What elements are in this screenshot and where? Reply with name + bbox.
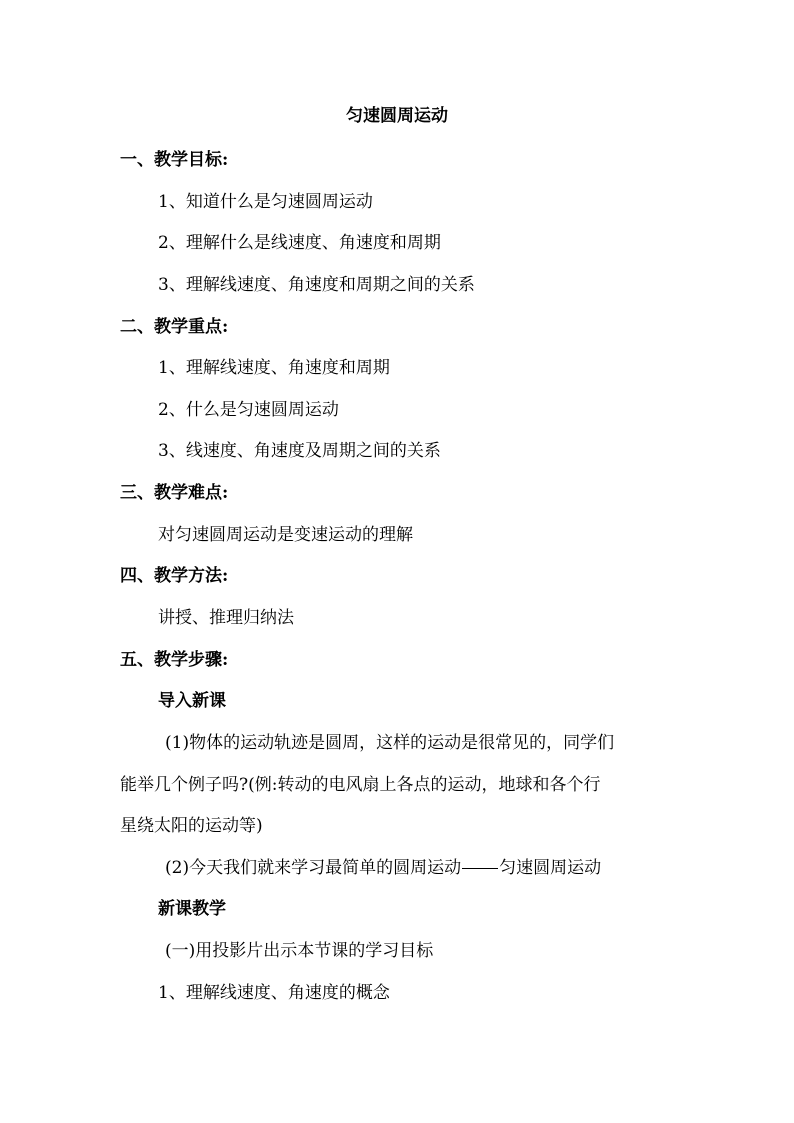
paragraph-3: (一)用投影片出示本节课的学习目标 <box>165 941 434 961</box>
section-heading-key-points: 二、教学重点: <box>120 317 229 337</box>
em-dash-rule <box>462 868 498 869</box>
methods-text: 讲授、推理归纳法 <box>158 608 294 628</box>
key-point-item-3: 3、线速度、角速度及周期之间的关系 <box>158 441 441 461</box>
paragraph-4: 1、理解线速度、角速度的概念 <box>158 983 390 1003</box>
section-heading-difficulties: 三、教学难点: <box>120 483 229 503</box>
section-heading-methods: 四、教学方法: <box>120 566 229 586</box>
difficulty-text: 对匀速圆周运动是变速运动的理解 <box>158 525 413 545</box>
page-title: 匀速圆周运动 <box>346 106 448 126</box>
key-point-item-1: 1、理解线速度、角速度和周期 <box>158 358 390 378</box>
objective-item-1: 1、知道什么是匀速圆周运动 <box>158 192 373 212</box>
subheading-new-lesson: 新课教学 <box>158 899 226 919</box>
paragraph-1-line-1: (1)物体的运动轨迹是圆周，这样的运动是很常见的，同学们 <box>165 733 615 753</box>
section-heading-steps: 五、教学步骤: <box>120 650 229 670</box>
objective-item-3: 3、理解线速度、角速度和周期之间的关系 <box>158 275 475 295</box>
paragraph-2 <box>165 856 601 880</box>
objective-item-2: 2、理解什么是线速度、角速度和周期 <box>158 233 441 253</box>
paragraph-1-line-2: 能举几个例子吗?(例:转动的电风扇上各点的运动，地球和各个行 <box>120 775 601 795</box>
paragraph-2-tail: 匀速圆周运动 <box>499 858 602 878</box>
section-heading-objectives: 一、教学目标: <box>120 150 229 170</box>
subheading-intro: 导入新课 <box>158 691 226 711</box>
paragraph-1-line-3: 星绕太阳的运动等) <box>120 816 263 836</box>
key-point-item-2: 2、什么是匀速圆周运动 <box>158 400 339 420</box>
paragraph-2-lead: (2)今天我们就来学习最简单的圆周运动 <box>165 858 462 878</box>
